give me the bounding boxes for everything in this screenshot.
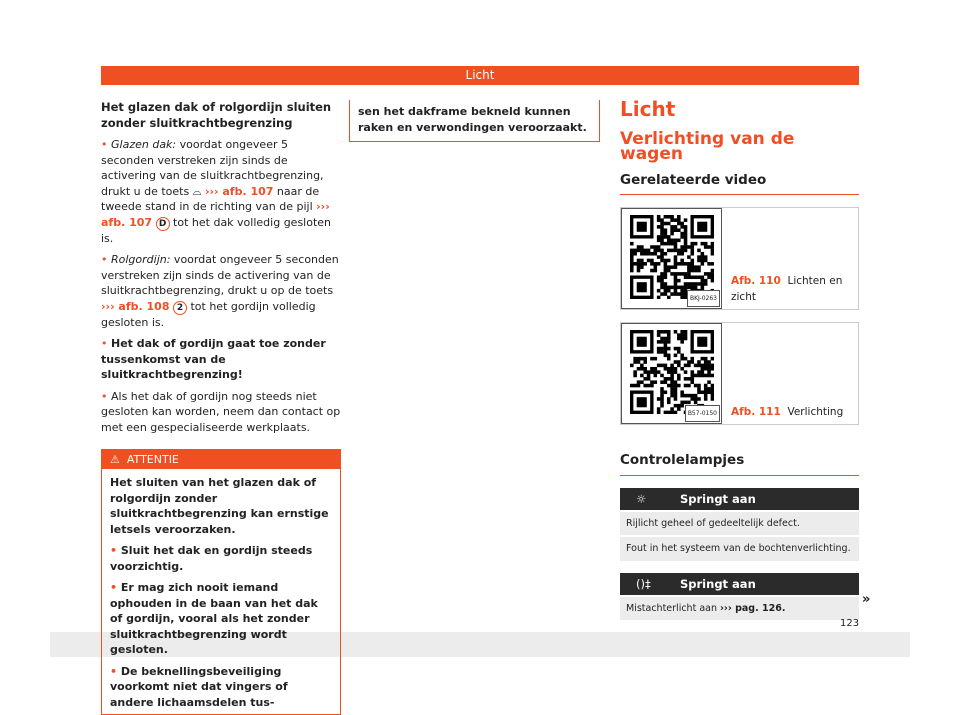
page-number: 123 [840,618,860,629]
rear-fog-light-icon: ()‡ [636,576,651,591]
heading: Het glazen dak of rolgordijn sluiten zonder sluitkrachtbegrenzing [101,100,332,130]
figure-110 [620,207,859,310]
figure-caption: Afb. 111 Verlichting [731,405,844,418]
qr-code-image [630,330,714,414]
text: tot het dak volledig gesloten is. [101,215,332,245]
warning-header [102,450,340,469]
bullet: • Glazen dak: voordat ongeveer 5 seconden verstreken zijn sinds de activering van de sluitkrachtbegrenzing, drukt u de toets ⌓ ››› afb. 107 naar de tweede stand in de richting van de pijl ››› afb. 107 D tot het dak volledig gesloten is. [101,138,332,245]
text: voordat ongeveer 5 seconden verstreken zijn sinds de activering van de sluitkrachtbegrenzing, drukt u de toets [101,138,324,198]
warning-body [102,469,340,714]
warning-item: • Sluit het dak en gordijn steeds voorzichtig. [110,544,313,573]
bullet: • Het dak of gordijn gaat toe zonder tussenkomst van de sluitkrachtbegrenzing! [101,337,326,381]
right-column [620,97,859,620]
sunroof-icon: ⌓ [192,184,202,198]
label: Rolgordijn: [111,253,171,266]
bullet: • Als het dak of gordijn nog steeds niet gesloten kan worden, neem dan contact op met een gespecialiseerde werkplaats. [101,389,341,434]
chapter-title: Licht [620,97,676,121]
lamp-row: Mistachterlicht aan ››› pag. 126. [620,597,859,621]
callout-d: D [156,217,170,231]
figure-code: BKJ-0263 [687,290,720,308]
section-title: Verlichting van de wagen [620,128,795,164]
label: Glazen dak: [111,138,177,151]
lamp-header: ☼ Springt aan [620,488,859,510]
figure-caption: Afb. 110 Lichten en zicht [731,275,843,303]
lamp-header: ()‡ Springt aan [620,573,859,595]
text: tot het gordijn volledig gesloten is. [101,299,316,329]
qr-code[interactable] [621,208,722,309]
middle-column [349,100,600,142]
warning-icon: ⚠ [110,453,120,466]
figure-111 [620,322,859,425]
warning-item: • De beknellingsbeveiliging voorkomt niet dat vingers of andere lichaamsdelen tus- [110,664,288,709]
qr-code[interactable] [621,323,722,424]
text: voordat ongeveer 5 seconden verstreken zijn sinds de activering van de sluitkrachtbegrenzing, drukt u op de toets [101,253,339,297]
warning-title: ATTENTIE [126,453,179,466]
lamp-row: Rijlicht geheel of gedeeltelijk defect. [620,512,859,536]
text: Het dak of gordijn gaat toe zonder tussenkomst van de sluitkrachtbegrenzing! [101,337,326,381]
callout-2: 2 [173,301,187,315]
page-link[interactable]: ››› pag. 126. [720,602,786,614]
fig-link[interactable]: ››› afb. 107 [101,200,330,229]
figure-code: B57-0150 [685,405,720,423]
lamps-heading: Controlelampjes [620,453,859,476]
section-header: Licht [101,66,859,85]
continue-marker: » [862,592,871,607]
bullet: • Rolgordijn: voordat ongeveer 5 seconden verstreken zijn sinds de activering van de sluitkrachtbegrenzing, drukt u op de toets ››› afb. 108 2 tot het gordijn volledig gesloten is. [101,253,339,329]
text: naar de tweede stand in de richting van de pijl [101,184,320,213]
warning-intro: Het sluiten van het glazen dak of rolgordijn zonder sluitkrachtbegrenzing kan ernstige letsels veroorzaken. [110,476,329,536]
warning-box [101,449,341,715]
fig-link[interactable]: ››› afb. 107 [204,184,274,198]
left-column [101,100,341,715]
qr-code-image [630,215,714,299]
text: Als het dak of gordijn nog steeds niet gesloten kan worden, neem dan contact op met een gespecialiseerde werkplaats. [101,389,341,434]
fig-link[interactable]: ››› afb. 108 [101,299,170,313]
light-bulb-icon: ☼ [636,491,647,506]
warning-item: • Er mag zich nooit iemand ophouden in de baan van het dak of gordijn, vooral als het zonder sluitkrachtbegrenzing wordt gesloten. [110,581,318,656]
lamp-row: Fout in het systeem van de bochtenverlichting. [620,537,859,561]
video-heading: Gerelateerde video [620,173,859,196]
warning-continuation: sen het dakframe bekneld kunnen raken en verwondingen veroorzaakt. [349,100,600,142]
